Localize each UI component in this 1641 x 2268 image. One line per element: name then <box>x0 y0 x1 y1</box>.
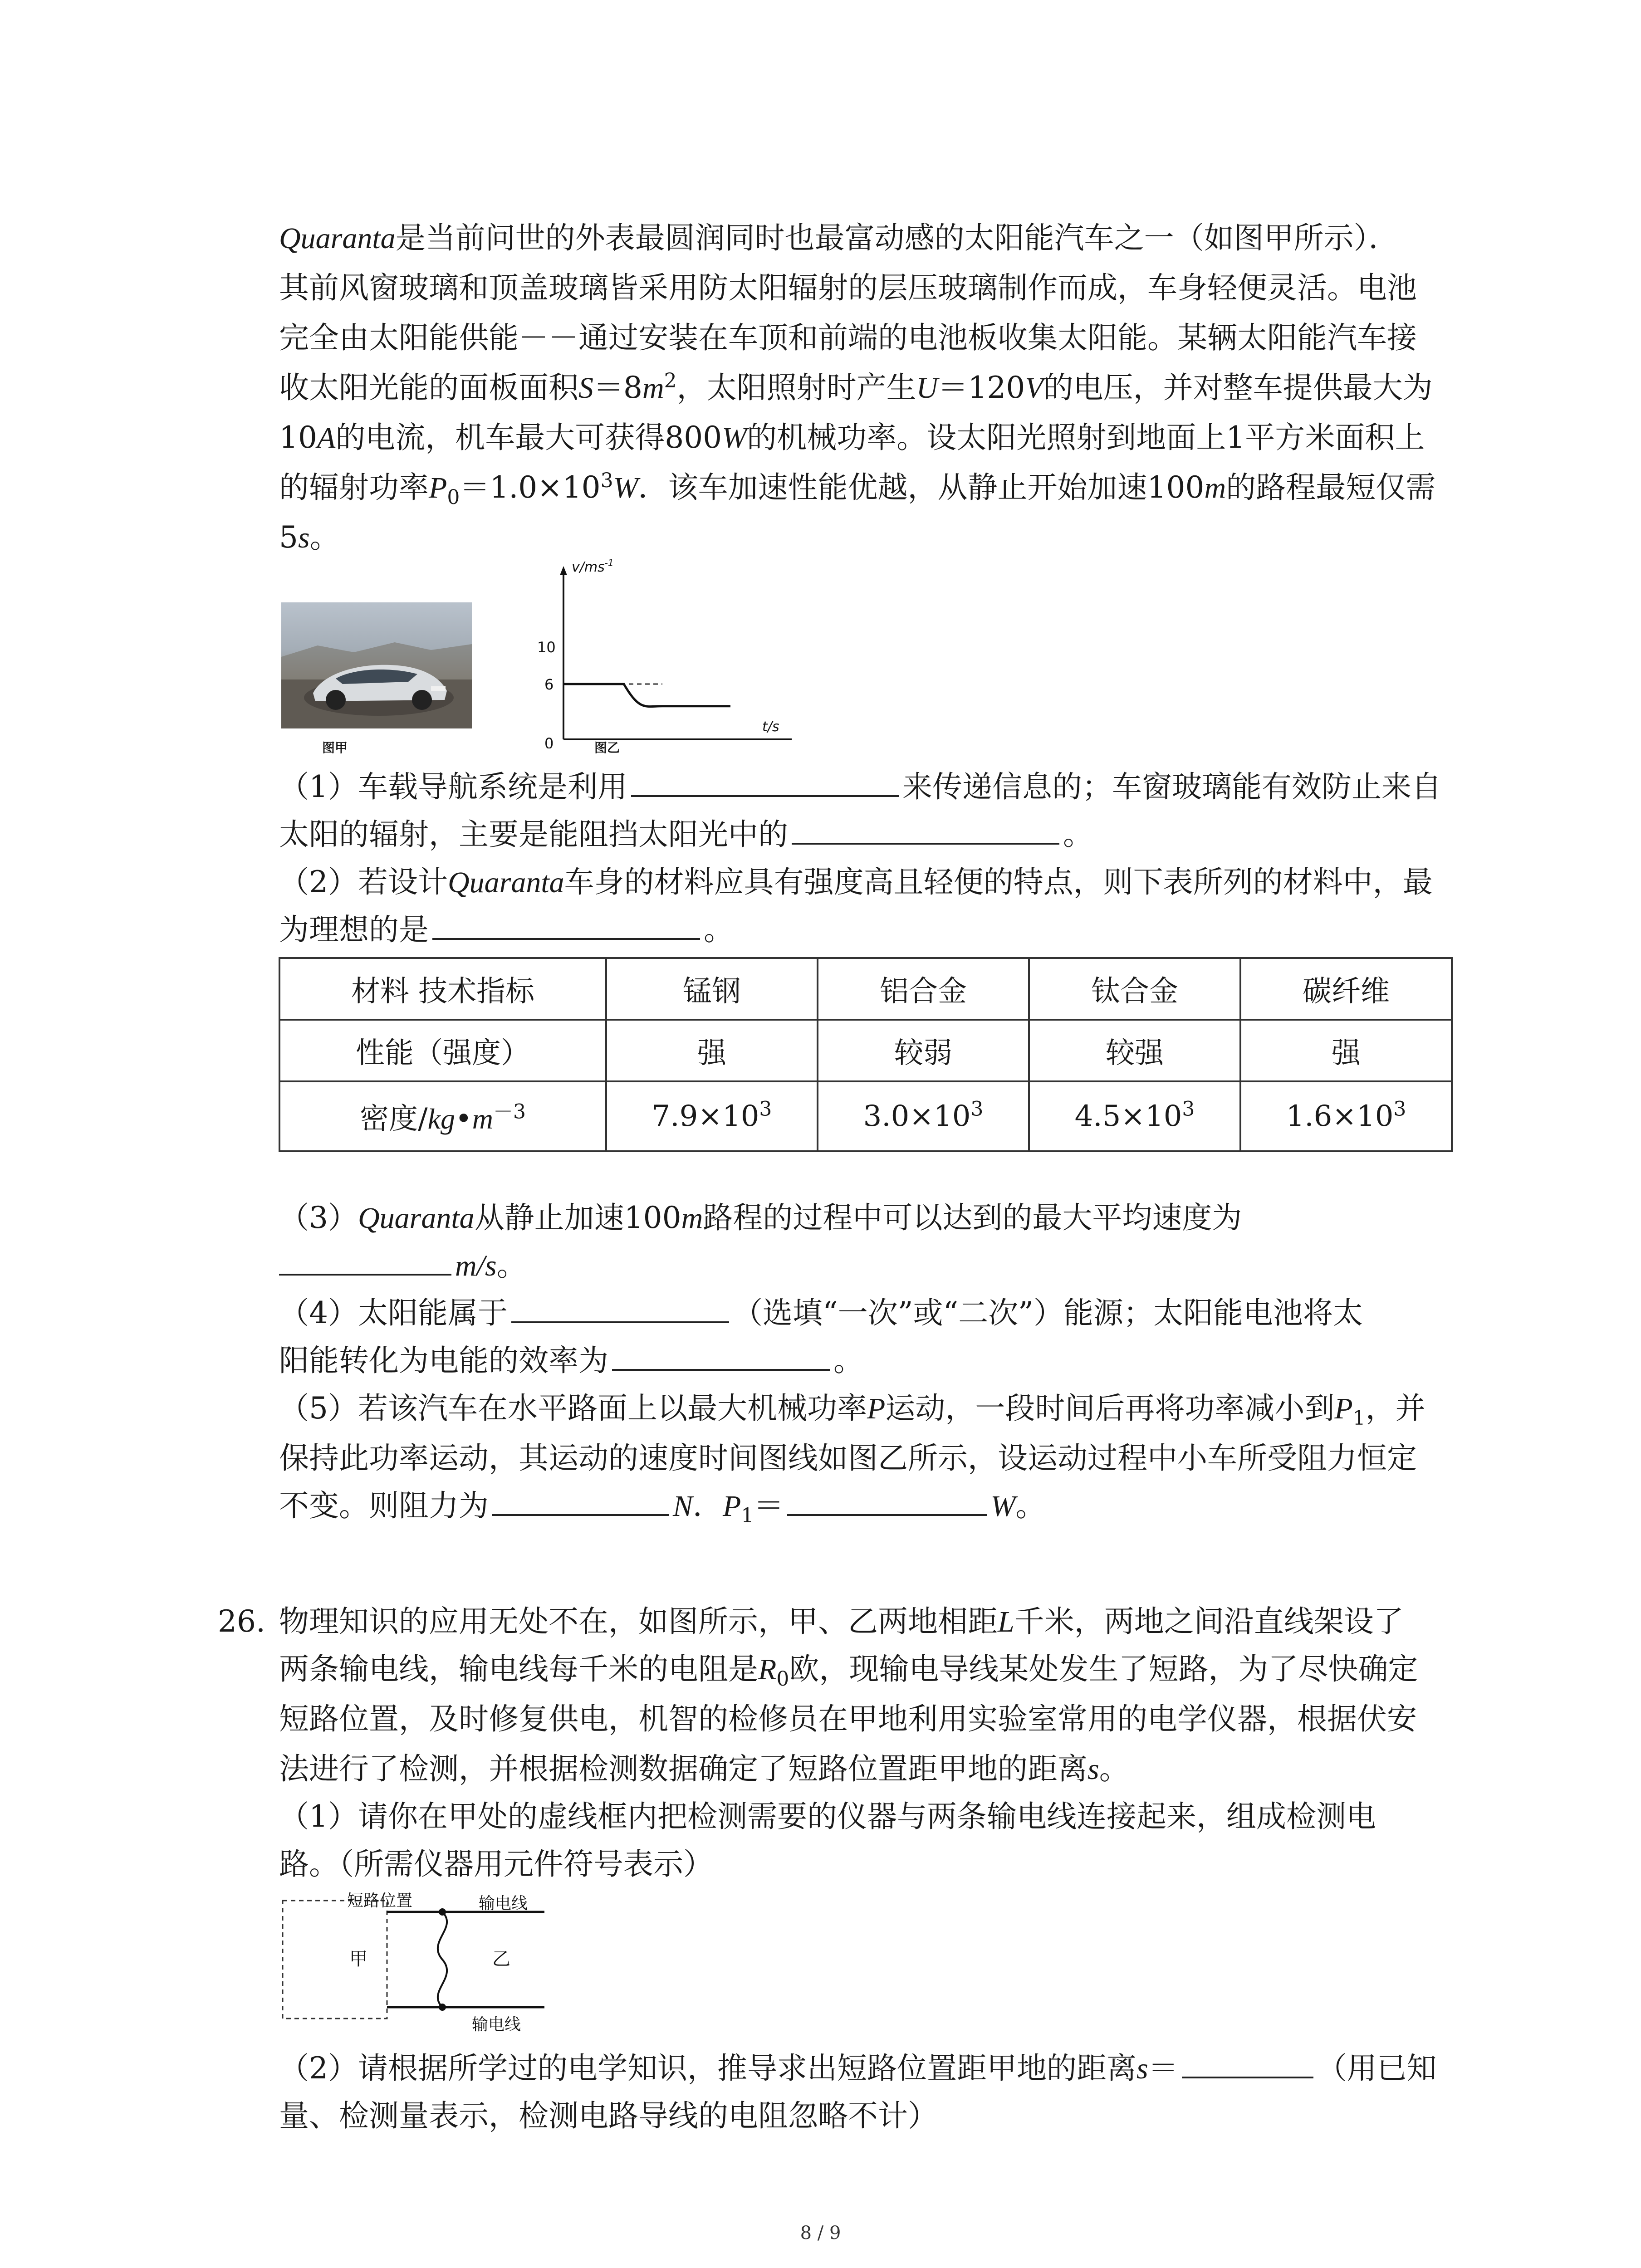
q4-text: （选填“一次”或“二次”）能源；太阳能电池将太 <box>733 1295 1363 1330</box>
graph-tick-6: 6 <box>544 676 554 693</box>
q5-text: 。 <box>1015 1488 1046 1523</box>
unit-w: W <box>613 471 638 504</box>
q5-line-2 <box>279 1433 1417 1483</box>
y-axis-arrow <box>560 566 567 575</box>
q26-text: 法进行了检测，并根据检测数据确定了短路位置距甲地的距离 <box>279 1751 1087 1786</box>
q2-answer-blank[interactable] <box>432 906 700 940</box>
var-p: P <box>867 1392 886 1425</box>
q5-line-3 <box>279 1481 1045 1531</box>
subscript: 1 <box>741 1504 754 1528</box>
q4-text: （4）太阳能属于 <box>279 1295 508 1330</box>
q26-line-2 <box>279 1644 1418 1694</box>
q1-text: 来传递信息的；车窗玻璃能有效防止来自 <box>902 769 1441 804</box>
q5-text: （5）若该汽车在水平路面上以最大机械功率 <box>279 1391 867 1426</box>
q5-text: 运动，一段时间后再将功率减小到 <box>885 1391 1335 1426</box>
table-cell: 铝合金 <box>818 958 1029 1020</box>
intro-text: 完全由太阳能供能－－通过安装在车顶和前端的电池板收集太阳能。某辆太阳能汽车接 <box>279 320 1417 355</box>
car-name: Quaranta <box>279 222 396 255</box>
figure-jia-caption: 图甲 <box>322 740 348 755</box>
q4-text: 。 <box>833 1343 863 1378</box>
unit-n: N <box>673 1490 693 1523</box>
var-r: R <box>758 1653 777 1686</box>
intro-line-1 <box>279 213 1399 263</box>
car-name: Quaranta <box>358 1202 475 1235</box>
table-cell: 较强 <box>1029 1020 1240 1081</box>
short-circuit-squiggle <box>438 1912 447 2007</box>
q3-answer-blank[interactable] <box>279 1242 451 1276</box>
q2-text: 车身的材料应具有强度高且轻便的特点，则下表所列的材料中，最 <box>564 865 1433 899</box>
var-s: S <box>578 371 593 405</box>
intro-text: 的机械功率。设太阳光照射到地面上1平方米面积上 <box>747 420 1425 455</box>
unit-v: V <box>1025 371 1043 405</box>
intro-text: 5 <box>279 520 298 555</box>
intro-text: ．该车加速性能优越，从静止开始加速100 <box>638 470 1205 505</box>
subscript: 0 <box>776 1667 789 1691</box>
page-number: 8 / 9 <box>800 2223 841 2244</box>
q26-sub1-line-2 <box>279 1839 713 1889</box>
intro-text: 的电压，并对整车提供最大为 <box>1043 370 1433 405</box>
q3-line-2 <box>279 1241 527 1290</box>
q26-text: 欧，现输电导线某处发生了短路，为了尽快确定 <box>789 1652 1418 1686</box>
intro-line-6 <box>279 463 1435 513</box>
q26-text: （用已知 <box>1317 2051 1437 2086</box>
q3-line-1 <box>279 1193 1242 1243</box>
table-row <box>279 1020 1452 1081</box>
q26-text: 两条输电线，输电线每千米的电阻是 <box>279 1652 758 1686</box>
table-cell: 锰钢 <box>606 958 818 1020</box>
intro-text: ＝8 <box>593 370 642 405</box>
unit-w: W <box>990 1490 1016 1523</box>
intro-line-7 <box>279 513 340 562</box>
intro-text: 的电流，机车最大可获得800 <box>335 420 722 455</box>
unit-m: m <box>681 1202 703 1235</box>
q26-line-3 <box>279 1694 1417 1744</box>
var-p: P <box>429 471 447 504</box>
location-jia-label: 甲 <box>349 1949 367 1970</box>
q1-text: 。 <box>1063 817 1093 852</box>
q4-line-1 <box>279 1288 1363 1338</box>
solar-car-photo <box>281 602 472 728</box>
q1-text: 太阳的辐射，主要是能阻挡太阳光中的 <box>279 817 788 852</box>
q26-text: ＝ <box>1148 2051 1178 2086</box>
q2-text: （2）若设计 <box>279 865 448 899</box>
location-yi-label: 乙 <box>492 1949 510 1970</box>
var-s: s <box>1087 1753 1099 1786</box>
q5-line-1 <box>279 1383 1425 1433</box>
intro-line-2 <box>279 263 1417 313</box>
q4-text: 阳能转化为电能的效率为 <box>279 1343 608 1378</box>
intro-text: 的路程最短仅需 <box>1226 470 1436 505</box>
q5-text: 保持此功率运动，其运动的速度时间图线如图乙所示，设运动过程中小车所受阻力恒定 <box>279 1441 1417 1476</box>
table-row <box>279 1081 1452 1151</box>
q2-line-2 <box>279 905 734 955</box>
q5-answer-blank-power[interactable] <box>787 1482 987 1516</box>
q26-text: （1）请你在甲处的虚线框内把检测需要的仪器与两条输电线连接起来，组成检测电 <box>279 1799 1376 1834</box>
var-s: s <box>1136 2052 1148 2085</box>
q3-text: 路程的过程中可以达到的最大平均速度为 <box>703 1200 1242 1235</box>
figure-yi-caption: 图乙 <box>594 740 620 755</box>
solar-car-illustration <box>281 602 472 728</box>
q1-answer-blank-2[interactable] <box>792 811 1059 845</box>
materials-table <box>279 957 1453 1152</box>
table-cell: $7.9\times 10^3$ <box>606 1081 818 1151</box>
q3-text: （3） <box>279 1200 358 1235</box>
q26-text: 物理知识的应用无处不在，如图所示，甲、乙两地相距 <box>279 1604 998 1639</box>
q26-text: 短路位置，及时修复供电，机智的检修员在甲地利用实验室常用的电学仪器，根据伏安 <box>279 1701 1417 1736</box>
intro-text: 收太阳光能的面板面积 <box>279 370 578 405</box>
unit-s: s <box>298 521 310 554</box>
table-cell: $3.0\times 10^3$ <box>818 1081 1029 1151</box>
q26-text: 路。（所需仪器用元件符号表示） <box>279 1847 713 1882</box>
graph-origin: 0 <box>544 735 554 748</box>
unit-m-s: m/s <box>455 1249 497 1282</box>
q26-text: 千米，两地之间沿直线架设了 <box>1014 1604 1404 1639</box>
intro-text: 。 <box>309 520 340 555</box>
q26-text: （2）请根据所学过的电学知识，推导求出短路位置距甲地的距离 <box>279 2051 1136 2086</box>
q2-text: 为理想的是 <box>279 912 429 947</box>
q1-text: （1）车载导航系统是利用 <box>279 769 627 804</box>
graph-y-label: $v/ms^{-1}$ <box>572 558 614 575</box>
subscript: 1 <box>1352 1407 1366 1430</box>
intro-text: 的辐射功率 <box>279 470 429 505</box>
q3-text: 从静止加速100 <box>474 1200 681 1235</box>
exponent: 2 <box>664 369 677 392</box>
table-cell: 性能（强度） <box>279 1020 606 1081</box>
velocity-curve <box>563 684 730 707</box>
intro-line-5 <box>279 413 1425 463</box>
q26-sub1-line-1 <box>279 1792 1376 1842</box>
wire-label-top: 输电线 <box>479 1894 528 1913</box>
q5-text: ，并 <box>1365 1391 1425 1426</box>
q2-text: 。 <box>704 912 734 947</box>
q5-text: ＝ <box>754 1488 784 1523</box>
intro-line-4 <box>279 363 1433 413</box>
q3-text: 。 <box>496 1248 527 1283</box>
table-cell: 强 <box>606 1020 818 1081</box>
intro-text: ，太阳照射时产生 <box>676 370 916 405</box>
q26-sub2-line-1 <box>279 2043 1437 2093</box>
table-cell: 密度$/kg•m^{-3}$ <box>279 1081 606 1151</box>
q4-answer-blank-2[interactable] <box>612 1337 830 1371</box>
intro-text: ＝1.0×10 <box>460 470 601 505</box>
var-u: U <box>916 371 938 405</box>
q4-answer-blank-1[interactable] <box>511 1290 729 1323</box>
q5-text: ． <box>693 1488 723 1523</box>
intro-text: ＝120 <box>938 370 1025 405</box>
q26-answer-blank[interactable] <box>1182 2045 1313 2078</box>
q26-line-4 <box>279 1744 1129 1794</box>
transmission-line-diagram <box>279 1882 560 2032</box>
table-cell: 碳纤维 <box>1240 958 1452 1020</box>
q5-answer-blank-force[interactable] <box>492 1482 669 1516</box>
graph-tick-10: 10 <box>537 639 556 656</box>
wire-label-bottom: 输电线 <box>472 2015 521 2032</box>
table-cell: 较弱 <box>818 1020 1029 1081</box>
velocity-time-graph <box>526 558 808 748</box>
table-cell: 钛合金 <box>1029 958 1240 1020</box>
q26-line-1 <box>279 1597 1404 1647</box>
var-p1: P <box>723 1490 741 1523</box>
intro-text: 其前风窗玻璃和顶盖玻璃皆采用防太阳辐射的层压玻璃制作而成，车身轻便灵活。电池 <box>279 270 1417 305</box>
car-name: Quaranta <box>448 866 564 899</box>
q26-text: 量、检测量表示，检测电路导线的电阻忽略不计） <box>279 2098 938 2133</box>
detector-dashed-box <box>283 1901 387 2019</box>
table-cell: $4.5\times 10^3$ <box>1029 1081 1240 1151</box>
graph-x-label: t/s <box>762 719 779 735</box>
unit-a: A <box>317 421 336 455</box>
table-cell: $1.6\times 10^3$ <box>1240 1081 1452 1151</box>
q1-line-2 <box>279 810 1093 860</box>
var-p1: P <box>1334 1392 1353 1425</box>
q4-line-2 <box>279 1336 863 1386</box>
unit-w: W <box>722 421 747 455</box>
q5-text: 不变。则阻力为 <box>279 1488 489 1523</box>
table-header-row <box>279 958 1452 1020</box>
q1-line-1 <box>279 762 1441 812</box>
table-cell: 材料 技术指标 <box>279 958 606 1020</box>
exponent: 3 <box>600 469 613 492</box>
unit-m: m <box>642 371 664 405</box>
unit-m: m <box>1204 471 1226 504</box>
q1-answer-blank-1[interactable] <box>631 763 899 797</box>
var-l: L <box>998 1605 1014 1638</box>
table-cell: 强 <box>1240 1020 1452 1081</box>
intro-line-3 <box>279 313 1417 363</box>
intro-text: 10 <box>279 420 317 455</box>
q2-line-1 <box>279 857 1433 907</box>
short-position-label: 短路位置 <box>347 1892 413 1910</box>
intro-text: 是当前问世的外表最圆润同时也最富动感的太阳能汽车之一（如图甲所示）． <box>395 220 1399 255</box>
q26-sub2-line-2 <box>279 2091 938 2141</box>
q26-text: 。 <box>1099 1751 1129 1786</box>
q26-number: 26. <box>218 1604 265 1639</box>
subscript: 0 <box>447 486 460 509</box>
